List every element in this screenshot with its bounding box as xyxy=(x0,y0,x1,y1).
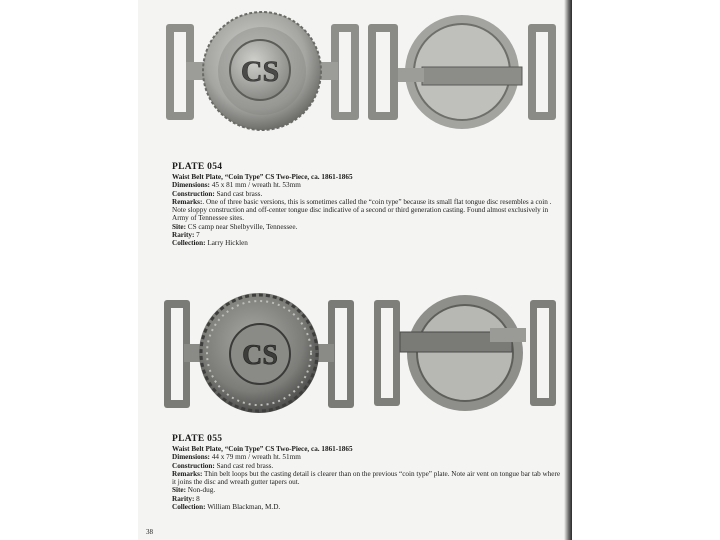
page-number: 38 xyxy=(146,528,153,536)
plate-054-dimensions: 45 x 81 mm / wreath ht. 53mm xyxy=(211,181,301,190)
plate-054-remarks-label: Remarks: xyxy=(172,197,203,206)
plate-055-caption xyxy=(172,434,562,511)
plate-054-back-photo xyxy=(362,12,562,132)
plate-054-subtitle: Waist Belt Plate, “Coin Type” CS Two-Piece, ca. 1861-1865 xyxy=(172,173,353,181)
plate-055-monogram: CS xyxy=(242,340,278,371)
plate-054-collection-label: Collection: xyxy=(172,239,206,248)
plate-054-site: CS camp near Shelbyville, Tennessee. xyxy=(187,222,298,231)
plate-055-site-label: Site: xyxy=(172,486,186,495)
plate-055-remarks: Thin belt loops but the casting detail is clearer than on the previous “coin type” plate. Note air vent on tongue bar tab where it joins the disc and wreath gutter tapers out. xyxy=(172,469,561,487)
plate-054-rarity-label: Rarity: xyxy=(172,231,195,240)
plate-055-back-photo xyxy=(370,290,560,416)
plate-055-collection: William Blackman, M.D. xyxy=(207,503,281,512)
plate-055-heading: PLATE 055 xyxy=(172,434,223,444)
plate-054-site-label: Site: xyxy=(172,222,186,231)
plate-055-rarity-label: Rarity: xyxy=(172,494,195,503)
plate-055-remarks-label: Remarks: xyxy=(172,469,203,478)
plate-054-monogram: CS xyxy=(240,55,280,88)
plate-054-dimensions-label: Dimensions: xyxy=(172,181,210,190)
plate-055-front-photo xyxy=(160,288,358,418)
plate-054-caption xyxy=(172,162,562,248)
plate-055-dimensions-label: Dimensions: xyxy=(172,453,210,462)
plate-054-construction-label: Construction: xyxy=(172,189,215,198)
plate-055-collection-label: Collection: xyxy=(172,503,206,512)
plate-054-remarks: . One of three basic versions, this is sometimes called the “coin type” because its small flat tongue disc resembles a coin . Note sloppy construction and off-center tongue disc indicative of a second or third generation casting. Found almost exclusively in Army of Tennessee sites. xyxy=(172,197,552,223)
page-margin-right xyxy=(572,0,720,540)
plate-055-subtitle: Waist Belt Plate, “Coin Type” CS Two-Piece, ca. 1861-1865 xyxy=(172,445,353,453)
plate-054-rarity: 7 xyxy=(196,231,200,240)
plate-055-construction-label: Construction: xyxy=(172,461,215,470)
plate-055-site: Non-dug. xyxy=(187,486,216,495)
plate-055-dimensions: 44 x 79 mm / wreath ht. 51mm xyxy=(211,453,301,462)
plate-054-front-photo xyxy=(160,10,365,132)
plate-054-construction: Sand cast brass. xyxy=(216,189,263,198)
plate-054-collection: Larry Hicklen xyxy=(207,239,248,248)
plate-055-rarity: 8 xyxy=(196,494,200,503)
plate-054-heading: PLATE 054 xyxy=(172,162,223,172)
book-spine-shadow xyxy=(564,0,572,540)
plate-055-construction: Sand cast red brass. xyxy=(216,461,274,470)
